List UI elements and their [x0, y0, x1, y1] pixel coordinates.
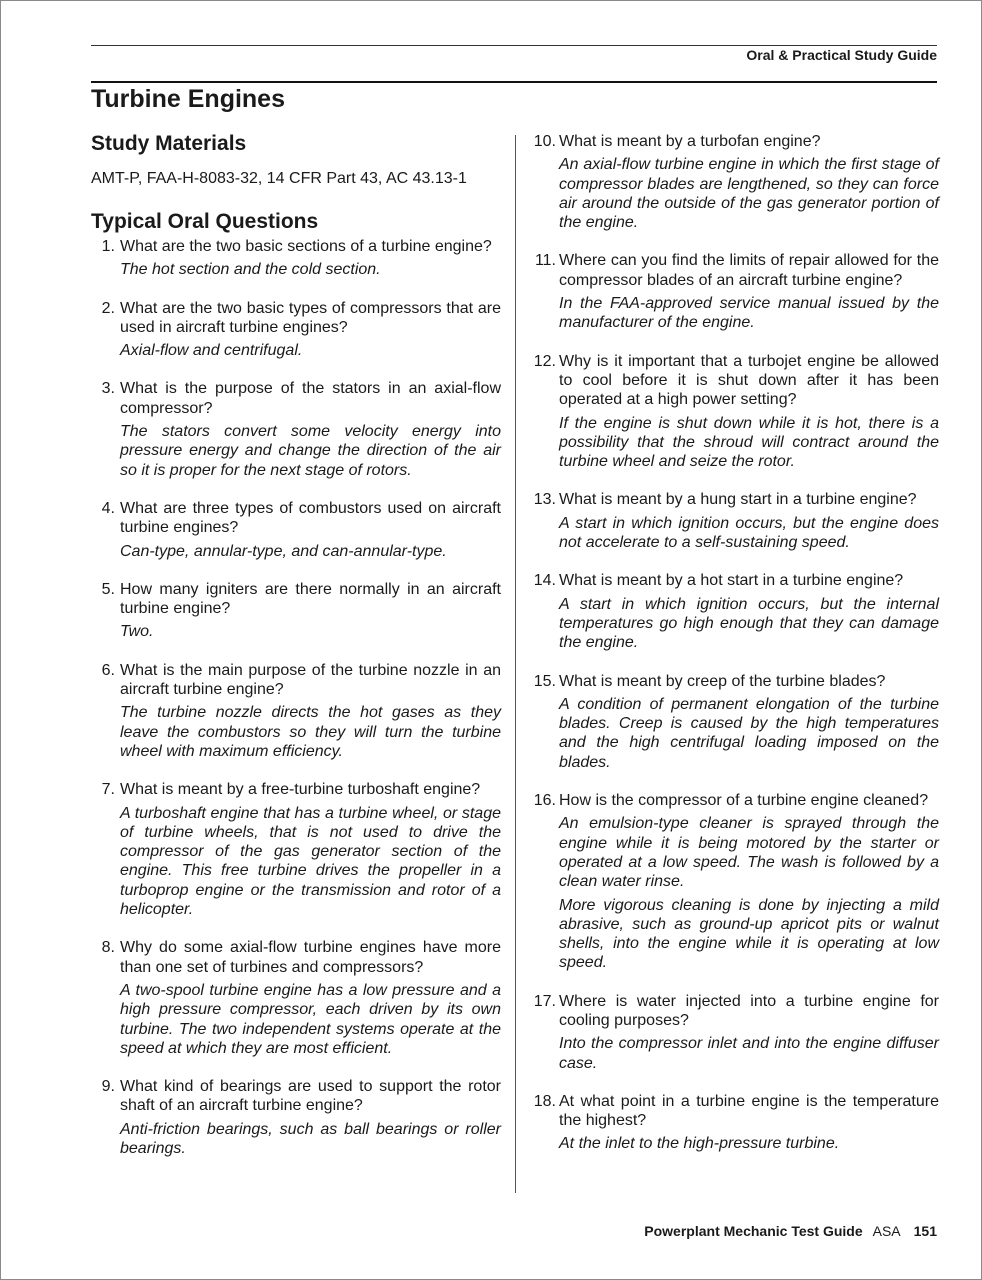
answer-text: In the FAA-approved service manual issued by the manufacturer of the engine. — [559, 295, 939, 332]
top-rule — [91, 45, 937, 46]
question-text: How many igniters are there normally in an aircraft turbine engine? — [120, 580, 501, 618]
question-text: What is meant by a free-turbine turboshaft engine? — [120, 781, 481, 799]
question-item — [91, 379, 501, 479]
question-text: Why do some axial-flow turbine engines have more than one set of turbines and compressors? — [120, 939, 501, 976]
question-text: What is meant by a hung start in a turbine engine? — [559, 491, 917, 509]
question-number: 5. — [101, 580, 115, 598]
question-number: 4. — [101, 499, 115, 517]
answer-text: An emulsion-type cleaner is sprayed through the engine while it is being motored by the starter or operated at a low speed. The wash is followed by a clean water rinse. — [559, 815, 939, 891]
question-text: What is meant by a turbofan engine? — [559, 133, 821, 150]
question-number: 11. — [534, 252, 556, 270]
question-item — [91, 237, 501, 280]
question-text: How is the compressor of a turbine engine cleaned? — [559, 792, 929, 810]
answer-text: Anti-friction bearings, such as ball bearings or roller bearings. — [120, 1120, 501, 1157]
answer-text: At the inlet to the high-pressure turbine. — [559, 1135, 840, 1153]
question-text: What are the two basic sections of a turbine engine? — [120, 238, 492, 255]
question-item — [91, 780, 501, 919]
question-item — [91, 499, 501, 561]
footer-publisher: ASA — [872, 1223, 901, 1239]
answer-text: Can-type, annular-type, and can-annular-type. — [120, 542, 447, 560]
question-item — [528, 571, 939, 652]
answer-text: A condition of permanent elongation of the turbine blades. Creep is caused by the high temperatures and the high centrifugal loading imposed on the blades. — [559, 695, 939, 771]
question-number: 6. — [101, 661, 115, 679]
footer-book-title: Powerplant Mechanic Test Guide — [644, 1223, 863, 1239]
question-text: What is meant by a hot start in a turbine engine? — [559, 572, 904, 590]
question-number: 14. — [533, 572, 556, 590]
question-number: 18. — [533, 1092, 556, 1110]
question-item — [528, 132, 939, 232]
question-list-left — [91, 237, 501, 1158]
question-item — [528, 672, 939, 772]
answer-text: The stators convert some velocity energy into pressure energy and change the direction of the air so it is proper for the next stage of rotors. — [120, 423, 501, 479]
question-item — [528, 992, 939, 1073]
answer-text: More vigorous cleaning is done by injecting a mild abrasive, such as ground-up apricot pits or walnut shells, into the engine while it is operating at low speed. — [559, 896, 939, 972]
question-text: Why is it important that a turbojet engine be allowed to cool before it is shut down after it has been operated at a high power setting? — [559, 352, 939, 409]
question-text: What is the purpose of the stators in an axial-flow compressor? — [120, 380, 501, 417]
question-item — [91, 1077, 501, 1158]
question-item — [91, 661, 501, 761]
header-rule — [91, 81, 937, 83]
chapter-title: Turbine Engines — [91, 85, 285, 113]
question-item — [91, 580, 501, 642]
left-column — [91, 132, 501, 1177]
question-list-right — [528, 132, 939, 1154]
question-text: What are three types of combustors used on aircraft turbine engines? — [120, 499, 501, 537]
page-number: 151 — [913, 1223, 937, 1239]
oral-questions-heading: Typical Oral Questions — [91, 210, 319, 233]
question-text: At what point in a turbine engine is the temperature the highest? — [559, 1092, 939, 1130]
question-number: 16. — [533, 792, 556, 810]
answer-text: A start in which ignition occurs, but the engine does not accelerate to a self-sustaining speed. — [559, 514, 939, 552]
question-number: 3. — [101, 380, 115, 398]
answer-text: The turbine nozzle directs the hot gases as they leave the combustors so they will turn the turbine wheel with maximum efficiency. — [120, 704, 501, 760]
question-text: Where can you find the limits of repair allowed for the compressor blades of an aircraft turbine engine? — [559, 252, 939, 289]
answer-text: If the engine is shut down while it is hot, there is a possibility that the shroud will contract around the turbine wheel and seize the rotor. — [559, 414, 939, 471]
question-number: 12. — [533, 352, 556, 370]
question-number: 10. — [533, 133, 556, 150]
question-item — [528, 490, 939, 552]
answer-text: The hot section and the cold section. — [120, 261, 381, 279]
right-column — [528, 132, 939, 1173]
question-number: 15. — [533, 672, 556, 690]
question-item — [91, 299, 501, 361]
answer-text: Into the compressor inlet and into the engine diffuser case. — [559, 1035, 939, 1072]
answer-text: A turboshaft engine that has a turbine wheel, or stage of turbine wheels, that is not used to drive the compressor of the gas generator section of the engine. This free turbine drives the propeller in a turboprop engine or the transmission and rotor of a helicopter. — [120, 804, 501, 919]
question-number: 2. — [101, 299, 115, 317]
answer-text: Axial-flow and centrifugal. — [120, 342, 303, 360]
question-number: 9. — [101, 1078, 115, 1096]
answer-text: A two-spool turbine engine has a low pressure and a high pressure compressor, each driven by its own turbine. The two independent systems operate at the speed at which they are most efficient. — [120, 981, 501, 1057]
question-text: What is the main purpose of the turbine nozzle in an aircraft turbine engine? — [120, 661, 501, 699]
study-materials-heading: Study Materials — [91, 132, 247, 155]
question-text: What are the two basic types of compressors that are used in aircraft turbine engines? — [120, 299, 501, 336]
question-text: What is meant by creep of the turbine blades? — [559, 672, 886, 690]
question-item — [528, 251, 939, 332]
question-item — [91, 938, 501, 1058]
question-number: 13. — [533, 491, 556, 509]
question-text: What kind of bearings are used to support the rotor shaft of an aircraft turbine engine? — [120, 1078, 501, 1115]
answer-text: A start in which ignition occurs, but the internal temperatures go high enough that they can damage the engine. — [559, 595, 939, 652]
answer-text: Two. — [120, 623, 154, 641]
page-footer — [644, 1223, 937, 1239]
column-divider — [515, 135, 516, 1193]
question-number: 7. — [101, 781, 115, 799]
question-text: Where is water injected into a turbine engine for cooling purposes? — [559, 992, 939, 1029]
question-item — [528, 1092, 939, 1154]
running-header: Oral & Practical Study Guide — [746, 47, 937, 63]
answer-text: An axial-flow turbine engine in which the first stage of compressor blades are lengthened, so they can force air around the outside of the gas generator portion of the engine. — [559, 156, 939, 232]
question-number: 17. — [533, 992, 556, 1010]
question-item — [528, 352, 939, 472]
question-item — [528, 791, 939, 973]
question-number: 1. — [101, 238, 115, 255]
question-number: 8. — [101, 939, 115, 957]
study-materials-list: AMT-P, FAA-H-8083-32, 14 CFR Part 43, AC 43.13-1 — [91, 170, 467, 187]
